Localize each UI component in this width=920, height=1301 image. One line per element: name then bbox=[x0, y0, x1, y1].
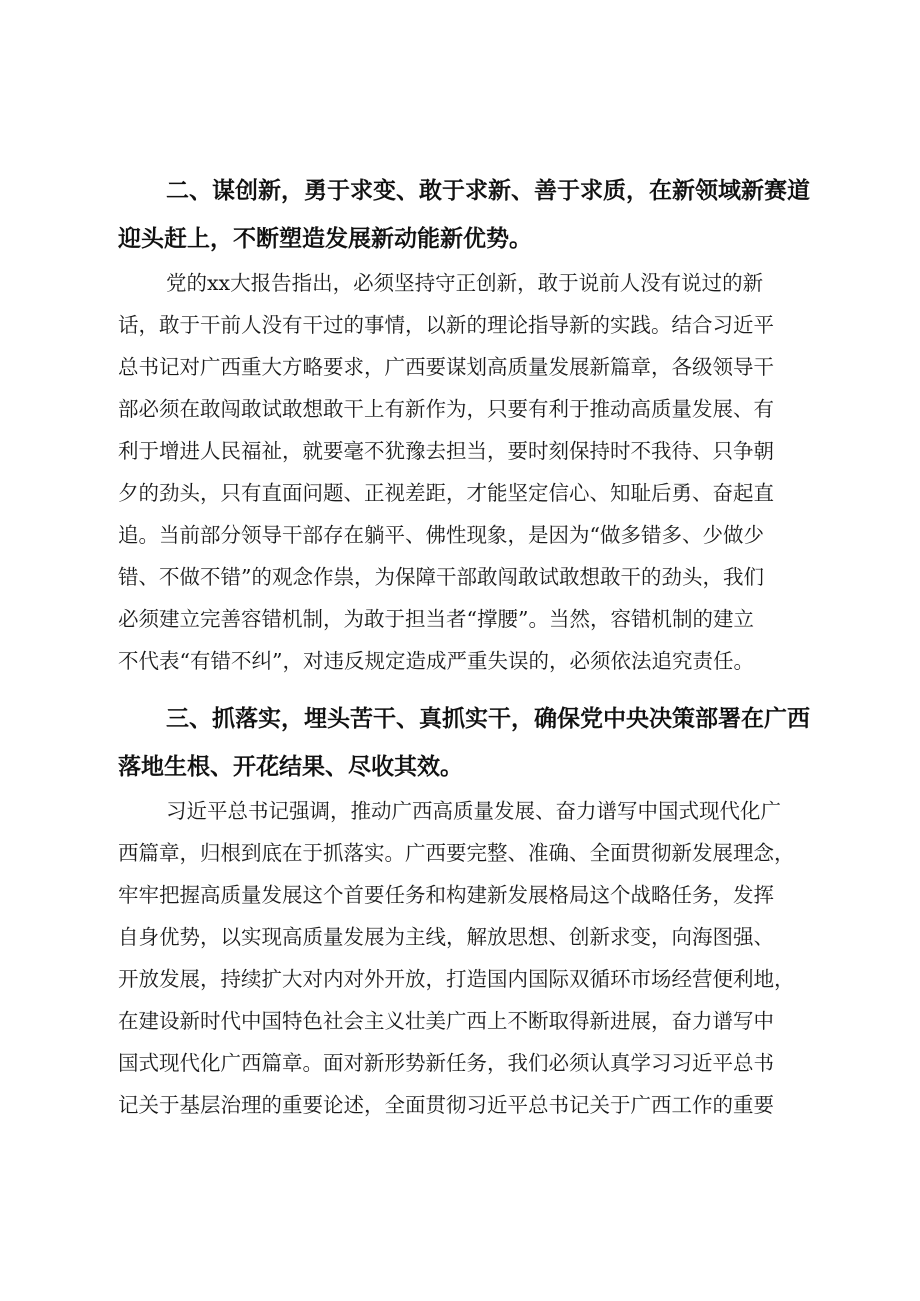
section3-paragraph-line: 记关于基层治理的重要论述，全面贯彻习近平总书记关于广西工作的重要 bbox=[118, 1093, 774, 1117]
section2-paragraph-line: 党的xx大报告指出，必须坚持守正创新，敢于说前人没有说过的新 bbox=[166, 271, 764, 295]
section3-heading-line-2: 落地生根、开花结果、尽收其效。 bbox=[118, 754, 463, 780]
section3-paragraph-line: 在建设新时代中国特色社会主义壮美广西上不断取得新进展，奋力谱写中 bbox=[118, 1009, 774, 1033]
section2-paragraph-line: 部必须在敢闯敢试敢想敢干上有新作为，只要有利于推动高质量发展、有 bbox=[118, 397, 774, 421]
section3-paragraph-line: 西篇章，归根到底在于抓落实。广西要完整、准确、全面贯彻新发展理念， bbox=[118, 841, 795, 865]
section3-paragraph-line: 国式现代化广西篇章。面对新形势新任务，我们必须认真学习习近平总书 bbox=[118, 1051, 774, 1075]
section2-paragraph-line: 话，敢于干前人没有干过的事情，以新的理论指导新的实践。结合习近平 bbox=[118, 313, 774, 337]
section3-paragraph-line: 自身优势，以实现高质量发展为主线，解放思想、创新求变，向海图强、 bbox=[118, 925, 774, 949]
section2-heading-line-1: 二、谋创新，勇于求变、敢于求新、善于求质，在新领域新赛道 bbox=[166, 178, 810, 204]
section2-paragraph-line: 总书记对广西重大方略要求，广西要谋划高质量发展新篇章，各级领导干 bbox=[118, 355, 774, 379]
section2-heading-line-2: 迎头赶上，不断塑造发展新动能新优势。 bbox=[118, 226, 532, 252]
section2-paragraph-line: 不代表“有错不纠”，对违反规定造成严重失误的，必须依法追究责任。 bbox=[118, 649, 754, 673]
section2-paragraph-line: 必须建立完善容错机制，为敢于担当者“撑腰”。当然，容错机制的建立 bbox=[118, 607, 754, 631]
section2-paragraph-line: 错、不做不错”的观念作祟，为保障干部敢闯敢试敢想敢干的劲头，我们 bbox=[118, 565, 764, 589]
section2-paragraph-line: 利于增进人民福祉，就要毫不犹豫去担当，要时刻保持时不我待、只争朝 bbox=[118, 439, 774, 463]
section2-paragraph-line: 追。当前部分领导干部存在躺平、佛性现象，是因为“做多错多、少做少 bbox=[118, 523, 764, 547]
section3-heading-line-1: 三、抓落实，埋头苦干、真抓实干，确保党中央决策部署在广西 bbox=[166, 706, 810, 732]
section3-paragraph-line: 牢牢把握高质量发展这个首要任务和构建新发展格局这个战略任务，发挥 bbox=[118, 883, 774, 907]
section2-paragraph-line: 夕的劲头，只有直面问题、正视差距，才能坚定信心、知耻后勇、奋起直 bbox=[118, 481, 774, 505]
section3-paragraph-line: 开放发展，持续扩大对内对外开放，打造国内国际双循环市场经营便利地， bbox=[118, 967, 795, 991]
section3-paragraph-line: 习近平总书记强调，推动广西高质量发展、奋力谱写中国式现代化广 bbox=[166, 799, 781, 823]
